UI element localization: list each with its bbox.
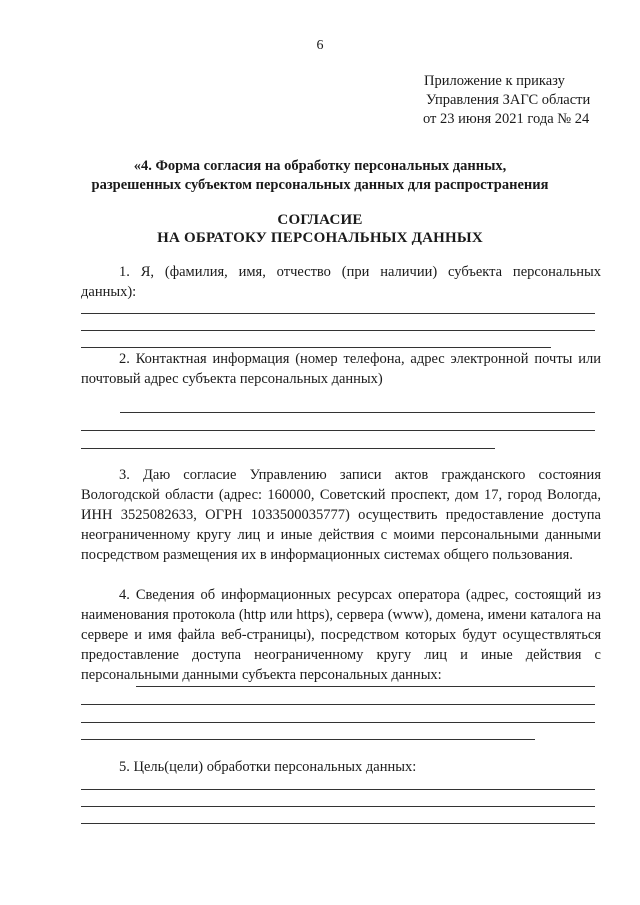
form-heading-line-1: «4. Форма согласия на обработку персональных данных, xyxy=(133,158,507,174)
appendix-line-2: Управления ЗАГС области xyxy=(426,92,591,108)
item-2-text xyxy=(81,349,601,389)
title-line-2: НА ОБРАТОКУ ПЕРСОНАЛЬНЫХ ДАННЫХ xyxy=(157,230,483,246)
item-3-label: 3. Даю согласие Управлению записи актов гражданского состояния Вологодской области (адрес: 160000, Советский проспект, дом 17, город Вологда, ИНН 3525082633, ОГРН 1033500035777) осуществить предоставление доступа неограниченному кругу лиц и иные действия с моими персональными данными посредством размещения их в информационных системах общего пользования. xyxy=(81,467,601,563)
item-1-fill-line-1[interactable] xyxy=(81,313,595,314)
item-3-text xyxy=(81,465,601,565)
item-2-label: 2. Контактная информация (номер телефона, адрес электронной почты или почтовый адрес субъекта персональных данных) xyxy=(81,351,601,387)
item-5-label: 5. Цель(цели) обработки персональных данных: xyxy=(119,759,417,775)
item-4-fill-line-1[interactable] xyxy=(81,704,595,705)
item-1-fill-line-3[interactable] xyxy=(81,347,551,348)
item-4-fill-line-3[interactable] xyxy=(81,739,535,740)
item-4-label: 4. Сведения об информационных ресурсах оператора (адрес, состоящий из наименования протокола (http или https), сервера (www), домена, имени каталога на сервере и имя файла веб-страницы), посредством которых будут осуществляться предоставление доступа неограниченному кругу лиц и иные действия с персональными данными субъекта персональных данных: xyxy=(81,587,601,683)
item-5-text xyxy=(81,757,601,777)
title-line-1: СОГЛАСИЕ xyxy=(277,212,363,228)
item-5-fill-line-1[interactable] xyxy=(81,789,595,790)
item-4-fill-line-inline[interactable] xyxy=(136,686,595,687)
appendix-line-3: от 23 июня 2021 года № 24 xyxy=(423,111,590,127)
item-4-text xyxy=(81,585,601,685)
page-number: 6 xyxy=(316,38,324,53)
item-1-text xyxy=(81,262,601,302)
form-heading xyxy=(60,157,580,195)
appendix-reference xyxy=(424,72,590,129)
item-2-fill-line-2[interactable] xyxy=(81,430,595,431)
document-title xyxy=(60,211,580,247)
appendix-line-1: Приложение к приказу xyxy=(424,73,565,89)
item-2-fill-line-1[interactable] xyxy=(120,412,595,413)
item-5-fill-line-3[interactable] xyxy=(81,823,595,824)
item-2-fill-line-3[interactable] xyxy=(81,448,495,449)
item-1-fill-line-2[interactable] xyxy=(81,330,595,331)
form-heading-line-2: разрешенных субъектом персональных данных для распространения xyxy=(91,177,549,193)
item-1-label: 1. Я, (фамилия, имя, отчество (при наличии) субъекта персональных данных): xyxy=(81,264,601,300)
item-4-fill-line-2[interactable] xyxy=(81,722,595,723)
item-5-fill-line-2[interactable] xyxy=(81,806,595,807)
